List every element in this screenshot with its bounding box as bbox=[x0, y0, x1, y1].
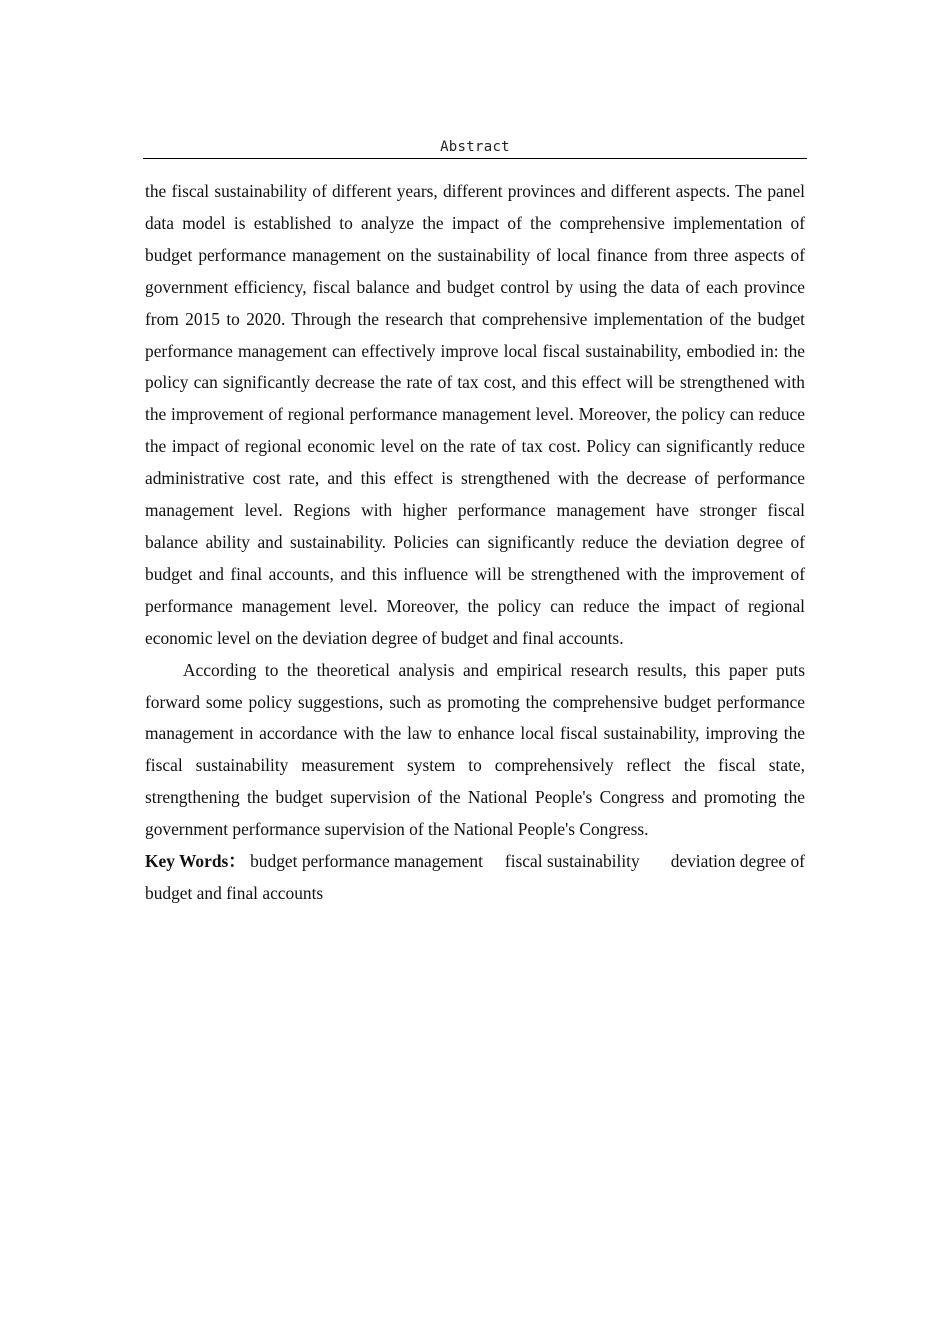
running-header: Abstract bbox=[440, 139, 510, 155]
abstract-paragraph-1: the fiscal sustainability of different years, different provinces and different aspects. The panel data model is established to analyze the impact of the comprehensive implementation of budget performance management on the sustainability of local finance from three aspects of government efficiency, fiscal balance and budget control by using the data of each province from 2015 to 2020. Through the research that comprehensive implementation of the budget performance management can effectively improve local fiscal sustainability, embodied in: the policy can significantly decrease the rate of tax cost, and this effect will be strengthened with the improvement of regional performance management level. Moreover, the policy can reduce the impact of regional economic level on the rate of tax cost. Policy can significantly reduce administrative cost rate, and this effect is strengthened with the decrease of performance management level. Regions with higher performance management have stronger fiscal balance ability and sustainability. Policies can significantly reduce the deviation degree of budget and final accounts, and this influence will be strengthened with the improvement of performance management level. Moreover, the policy can reduce the impact of regional economic level on the deviation degree of budget and final accounts. bbox=[145, 181, 805, 648]
keyword-item: fiscal sustainability bbox=[504, 851, 640, 872]
keyword-item: deviation degree of budget and final accounts bbox=[145, 851, 805, 903]
keywords-label: Key Words： bbox=[145, 851, 246, 872]
abstract-body bbox=[145, 176, 805, 910]
keyword-item: budget performance management bbox=[250, 851, 483, 872]
keywords-line bbox=[145, 846, 805, 910]
abstract-paragraph-2: According to the theoretical analysis and empirical research results, this paper puts forward some policy suggestions, such as promoting the comprehensive budget performance management in accordance with the law to enhance local fiscal sustainability, improving the fiscal sustainability measurement system to comprehensively reflect the fiscal state, strengthening the budget supervision of the National People's Congress and promoting the government performance supervision of the National People's Congress. bbox=[145, 659, 805, 840]
header-rule bbox=[143, 158, 807, 159]
